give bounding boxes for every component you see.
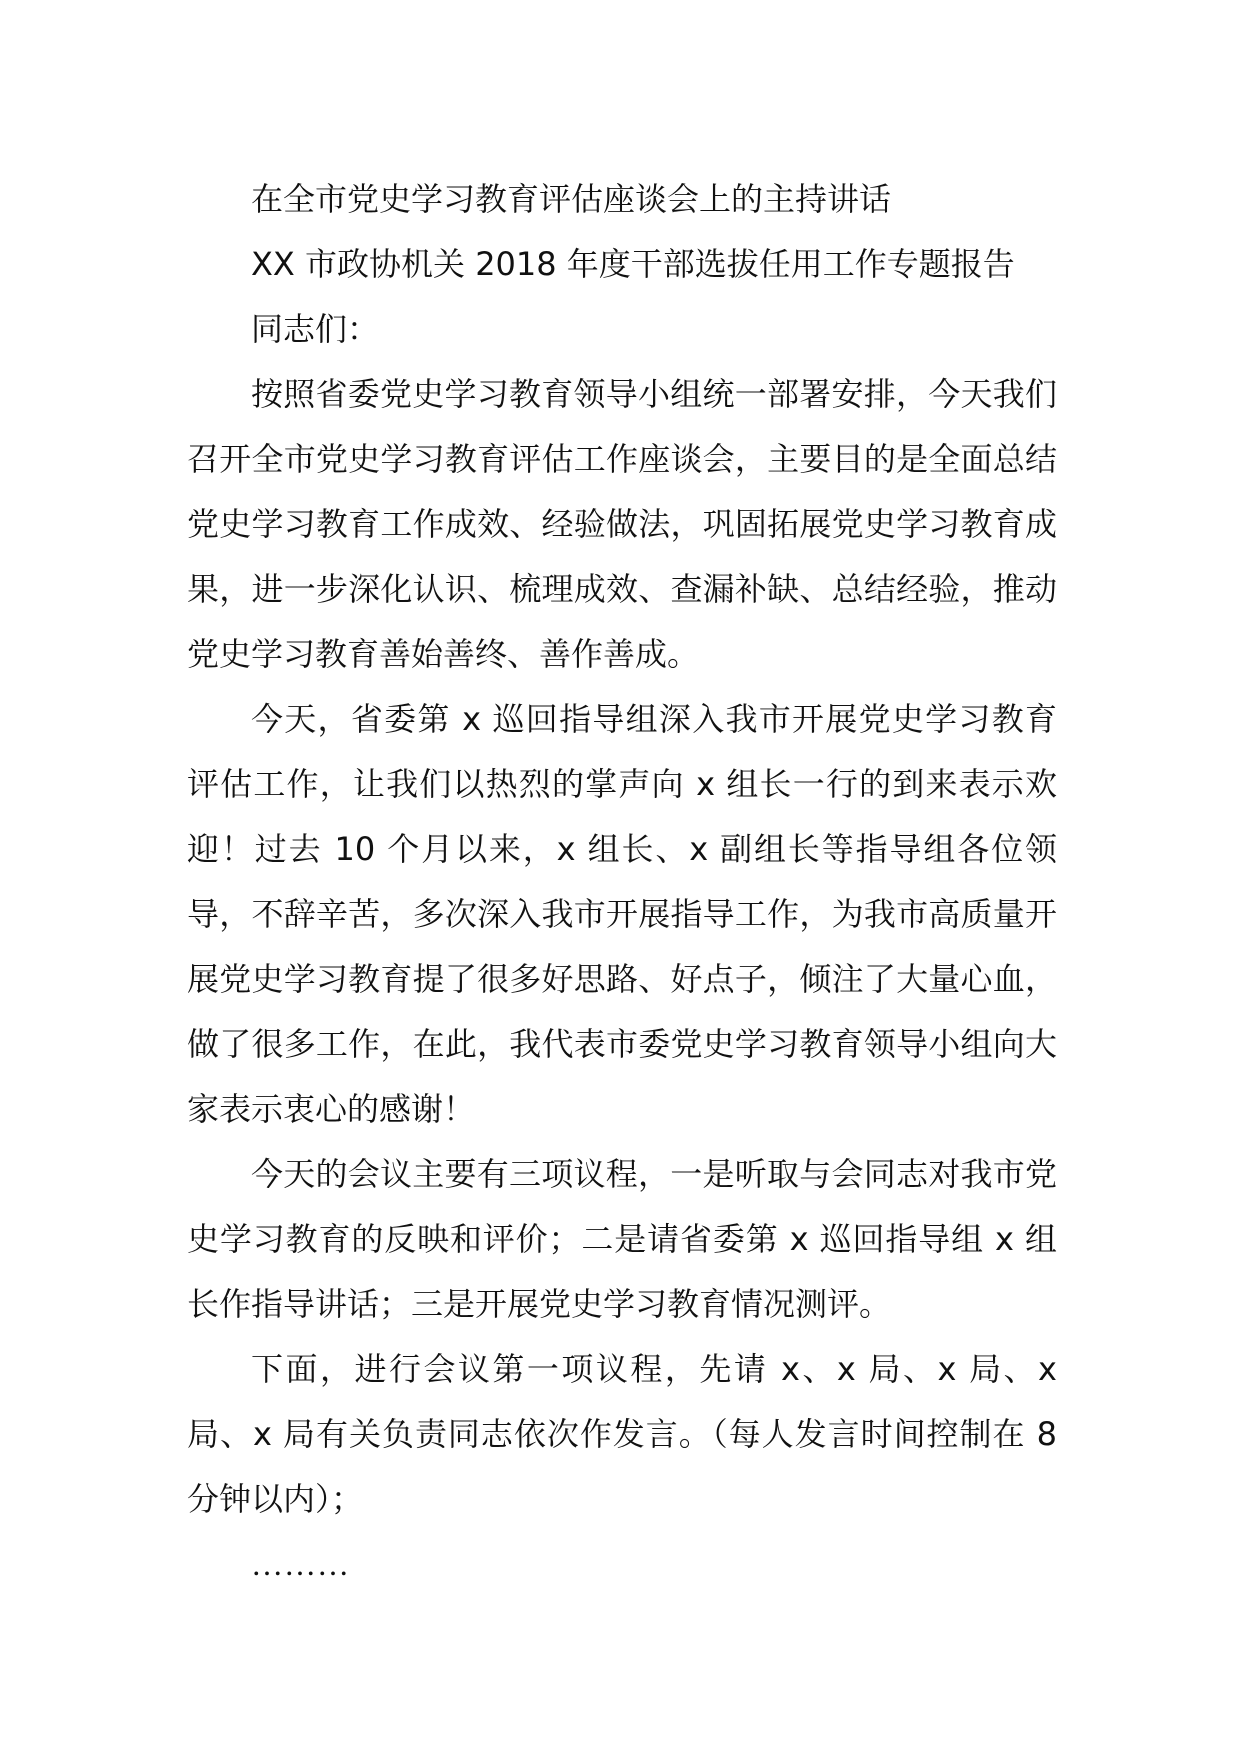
paragraph-2: 今天，省委第 x 巡回指导组深入我市开展党史学习教育评估工作，让我们以热烈的掌声向 x 组长一行的到来表示欢迎！过去 10 个月以来，x 组长、x 副组长等指导组各位领导，不辞辛苦，多次深入我市开展指导工作，为我市高质量开展党史学习教育提了很多好思路、好点子，倾注了大量心血，做了很多工作，在此，我代表市委党史学习教育领导小组向大家表示衷心的感谢！ <box>187 700 1057 1128</box>
paragraph-4: 下面，进行会议第一项议程，先请 x、x 局、x 局、x 局、x 局有关负责同志依次作发言。（每人发言时间控制在 8 分钟以内）； <box>187 1350 1057 1518</box>
ellipsis-text: ……… <box>251 1546 350 1582</box>
document-subtitle: XX 市政协机关 2018 年度干部选拔任用工作专题报告 <box>251 245 1015 283</box>
paragraph-3: 今天的会议主要有三项议程，一是听取与会同志对我市党史学习教育的反映和评价；二是请省委第 x 巡回指导组 x 组长作指导讲话；三是开展党史学习教育情况测评。 <box>187 1155 1057 1323</box>
salutation: 同志们： <box>251 310 380 348</box>
document-title: 在全市党史学习教育评估座谈会上的主持讲话 <box>251 180 892 218</box>
paragraph-1: 按照省委党史学习教育领导小组统一部署安排，今天我们召开全市党史学习教育评估工作座谈会，主要目的是全面总结党史学习教育工作成效、经验做法，巩固拓展党史学习教育成果，进一步深化认识、梳理成效、查漏补缺、总结经验，推动党史学习教育善始善终、善作善成。 <box>187 375 1057 673</box>
document-content <box>187 167 1057 1597</box>
